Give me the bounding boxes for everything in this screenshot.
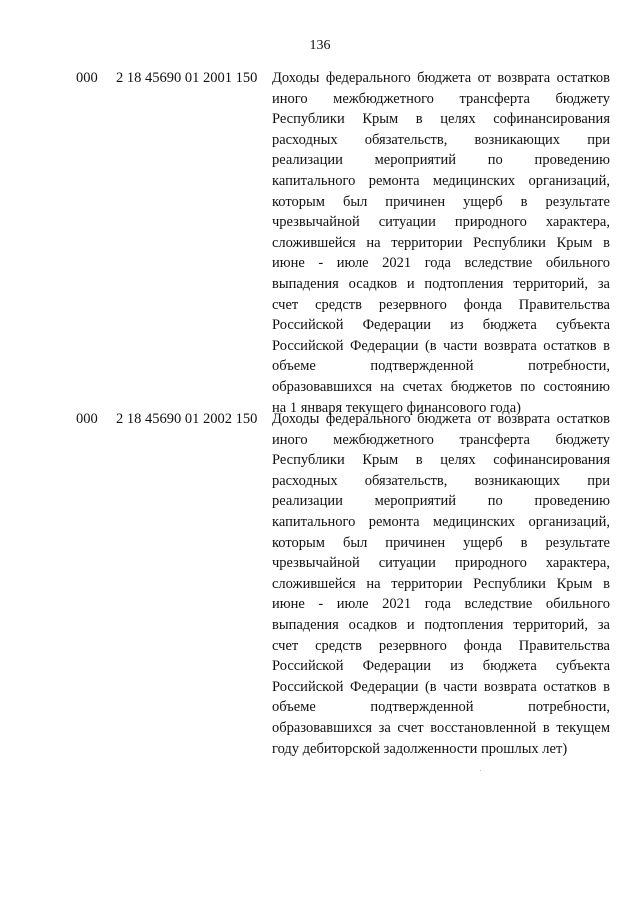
description-line: чрезвычайной ситуации природного характера, — [272, 555, 610, 572]
entry-description — [272, 409, 610, 759]
budget-classification-code: 2 18 45690 01 2002 150 — [116, 411, 258, 427]
description-line: иного межбюджетного трансферта бюджету — [272, 90, 610, 107]
description-line: Доходы федерального бюджета от возврата остатков — [272, 70, 610, 86]
description-line: году дебиторской задолженности прошлых лет) — [272, 740, 568, 757]
description-line: капитального ремонта медицинских организаций, — [272, 513, 610, 530]
description-line: на 1 января текущего финансового года) — [272, 399, 521, 416]
page-number: 136 — [309, 38, 331, 53]
description-line: Российской Федерации (в части возврата остатков в — [272, 678, 610, 695]
description-line: выпадения осадков и подтопления территорий, за — [272, 616, 610, 633]
description-line: июне - июле 2021 года вследствие обильного — [272, 596, 610, 613]
description-line: выпадения осадков и подтопления территорий, за — [272, 275, 610, 292]
description-line: расходных обязательств, возникающих при — [272, 131, 610, 148]
description-line: сложившейся на территории Республики Крым в — [272, 234, 610, 251]
budget-classification-code: 2 18 45690 01 2001 150 — [116, 70, 258, 86]
description-line: капитального ремонта медицинских организаций, — [272, 172, 610, 189]
description-line: Российской Федерации из бюджета субъекта — [272, 317, 610, 334]
description-line: счет средств резервного фонда Правительства — [272, 637, 610, 654]
description-line: чрезвычайной ситуации природного характера, — [272, 214, 610, 231]
description-line: образовавшихся на счетах бюджетов по состоянию — [272, 378, 610, 395]
description-line: иного межбюджетного трансферта бюджету — [272, 431, 610, 448]
description-line: расходных обязательств, возникающих при — [272, 472, 610, 489]
description-line: июне - июле 2021 года вследствие обильного — [272, 255, 610, 272]
description-line: Республики Крым в целях софинансирования — [272, 111, 610, 128]
description-line: реализации мероприятий по проведению — [272, 152, 610, 169]
description-line: реализации мероприятий по проведению — [272, 493, 610, 510]
description-line: Республики Крым в целях софинансирования — [272, 452, 610, 469]
scan-speck — [480, 770, 481, 771]
description-line: Российской Федерации из бюджета субъекта — [272, 658, 610, 675]
description-line: объеме подтвержденной потребности, — [272, 699, 610, 716]
description-line: которым был причинен ущерб в результате — [272, 193, 610, 210]
description-line: счет средств резервного фонда Правительства — [272, 296, 610, 313]
description-line: образовавшихся за счет восстановленной в текущем — [272, 719, 610, 736]
admin-code: 000 — [76, 411, 98, 427]
description-line: которым был причинен ущерб в результате — [272, 534, 610, 551]
description-line: сложившейся на территории Республики Крым в — [272, 575, 610, 592]
description-line: объеме подтвержденной потребности, — [272, 358, 610, 375]
description-line: Доходы федерального бюджета от возврата остатков — [272, 411, 610, 427]
description-line: Российской Федерации (в части возврата остатков в — [272, 337, 610, 354]
admin-code: 000 — [76, 70, 98, 86]
entry-description — [272, 68, 610, 418]
